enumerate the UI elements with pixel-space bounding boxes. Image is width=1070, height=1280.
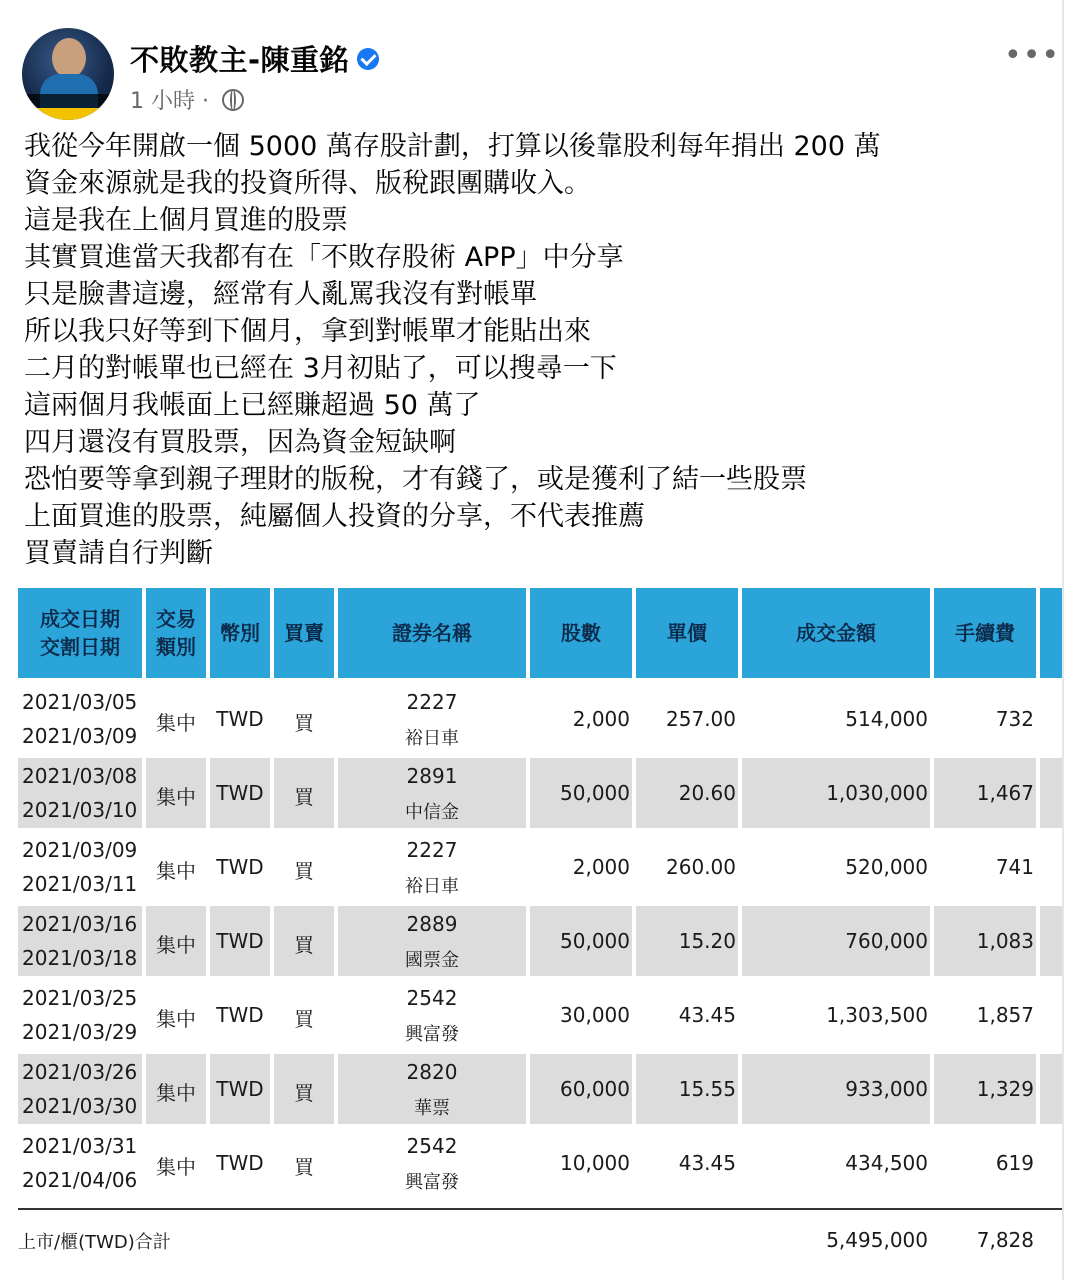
total-label: 上市/櫃(TWD)合計 — [18, 1232, 171, 1253]
cell-settle-date: 2021/03/10 — [22, 798, 138, 822]
post-text-line: 這是我在上個月買進的股票 — [24, 205, 348, 236]
cell-fee: 741 — [995, 855, 1034, 879]
header-fee: 手續費 — [934, 588, 1036, 678]
cell-amount: 514,000 — [845, 707, 928, 731]
cell-security-name: 裕日車 — [405, 728, 459, 749]
cell-price: 43.45 — [678, 1003, 736, 1027]
cell-type: 集中 — [156, 859, 196, 883]
header-shares: 股數 — [530, 588, 632, 678]
cell-shares: 60,000 — [560, 1077, 630, 1101]
cell-price: 257.00 — [666, 707, 736, 731]
cell-security-code: 2891 — [406, 764, 458, 788]
cell-amount: 434,500 — [845, 1151, 928, 1175]
cell-security-code: 2227 — [406, 838, 458, 862]
header-price: 單價 — [636, 588, 738, 678]
cell-trade-date: 2021/03/31 — [22, 1134, 138, 1158]
cell-security-name: 中信金 — [405, 802, 459, 823]
cell-settle-date: 2021/03/09 — [22, 724, 138, 748]
cell-security-code: 2542 — [406, 986, 458, 1010]
cell-amount: 520,000 — [845, 855, 928, 879]
cell-currency: TWD — [216, 707, 264, 731]
cell-fee: 619 — [995, 1151, 1034, 1175]
trade-statement-image[interactable] — [0, 584, 1062, 1280]
cell-currency: TWD — [216, 781, 264, 805]
cell-trade-date: 2021/03/09 — [22, 838, 138, 862]
cell-security-name: 興富發 — [405, 1024, 459, 1045]
cell-amount: 760,000 — [845, 929, 928, 953]
cell-currency: TWD — [216, 929, 264, 953]
cell-side: 買 — [294, 859, 314, 883]
column-gap — [1036, 906, 1040, 976]
author-name-row — [130, 38, 379, 79]
author-name[interactable]: 不敗教主-陳重銘 — [130, 43, 350, 77]
post-text — [24, 128, 1034, 572]
verified-badge-icon — [357, 48, 379, 70]
cell-side: 買 — [294, 933, 314, 957]
cell-type: 集中 — [156, 1155, 196, 1179]
total-separator — [18, 1208, 1062, 1210]
cell-amount: 933,000 — [845, 1077, 928, 1101]
cell-security-name: 裕日車 — [405, 876, 459, 897]
cell-shares: 2,000 — [572, 707, 630, 731]
cell-security-code: 2227 — [406, 690, 458, 714]
cell-type: 集中 — [156, 785, 196, 809]
cell-settle-date: 2021/03/18 — [22, 946, 138, 970]
cell-security-name: 國票金 — [405, 950, 459, 971]
cell-settle-date: 2021/04/06 — [22, 1168, 138, 1192]
post-text-line: 其實買進當天我都有在「不敗存股術 APP」中分享 — [24, 242, 624, 273]
cell-shares: 50,000 — [560, 781, 630, 805]
column-gap — [1036, 758, 1040, 828]
cell-currency: TWD — [216, 855, 264, 879]
header-type-line2: 類別 — [156, 635, 196, 659]
cell-price: 15.55 — [678, 1077, 736, 1101]
header-settle-date: 交割日期 — [40, 635, 120, 659]
meta-separator: · — [202, 89, 209, 114]
avatar-banner-yellow — [22, 108, 114, 120]
cell-price: 260.00 — [666, 855, 736, 879]
header-type-line1: 交易 — [156, 607, 196, 631]
cell-side: 買 — [294, 1007, 314, 1031]
header-side: 買賣 — [274, 588, 334, 678]
post-text-line: 所以我只好等到下個月，拿到對帳單才能貼出來 — [24, 316, 591, 347]
total-fee: 7,828 — [976, 1228, 1034, 1252]
cell-price: 43.45 — [678, 1151, 736, 1175]
post-text-line: 這兩個月我帳面上已經賺超過 50 萬了 — [24, 390, 481, 421]
globe-icon — [222, 89, 244, 111]
post-text-line: 四月還沒有買股票，因為資金短缺啊 — [24, 427, 456, 458]
cell-trade-date: 2021/03/08 — [22, 764, 138, 788]
cell-side: 買 — [294, 1081, 314, 1105]
cell-type: 集中 — [156, 1007, 196, 1031]
post-text-line: 恐怕要等拿到親子理財的版稅，才有錢了，或是獲利了結一些股票 — [24, 464, 807, 495]
cell-security-code: 2542 — [406, 1134, 458, 1158]
post-text-line: 買賣請自行判斷 — [24, 538, 213, 569]
cell-amount: 1,303,500 — [826, 1003, 928, 1027]
cell-trade-date: 2021/03/26 — [22, 1060, 138, 1084]
cell-shares: 30,000 — [560, 1003, 630, 1027]
avatar-face — [52, 38, 86, 78]
cell-side: 買 — [294, 1155, 314, 1179]
cell-fee: 1,329 — [976, 1077, 1034, 1101]
cell-price: 20.60 — [678, 781, 736, 805]
cell-type: 集中 — [156, 933, 196, 957]
cell-shares: 50,000 — [560, 929, 630, 953]
cell-fee: 732 — [995, 707, 1034, 731]
cell-shares: 10,000 — [560, 1151, 630, 1175]
post-time[interactable]: 1 小時 — [130, 89, 195, 114]
cell-security-code: 2820 — [406, 1060, 458, 1084]
cell-fee: 1,467 — [976, 781, 1034, 805]
header-currency: 幣別 — [210, 588, 270, 678]
cell-currency: TWD — [216, 1151, 264, 1175]
cell-side: 買 — [294, 785, 314, 809]
cell-trade-date: 2021/03/05 — [22, 690, 138, 714]
cell-type: 集中 — [156, 1081, 196, 1105]
cell-security-name: 興富發 — [405, 1172, 459, 1193]
header-security: 證券名稱 — [338, 588, 526, 678]
author-avatar[interactable] — [22, 28, 114, 120]
cell-currency: TWD — [216, 1077, 264, 1101]
cell-security-name: 華票 — [414, 1098, 450, 1119]
post-text-line: 資金來源就是我的投資所得、版稅跟團購收入。 — [24, 168, 591, 199]
header-amount: 成交金額 — [742, 588, 930, 678]
cell-currency: TWD — [216, 1003, 264, 1027]
cell-side: 買 — [294, 711, 314, 735]
total-amount: 5,495,000 — [826, 1228, 928, 1252]
more-options-icon[interactable]: ••• — [1004, 38, 1061, 73]
header-type — [146, 588, 206, 678]
header-cut-off — [1040, 588, 1062, 678]
cell-fee: 1,083 — [976, 929, 1034, 953]
cell-price: 15.20 — [678, 929, 736, 953]
cell-trade-date: 2021/03/16 — [22, 912, 138, 936]
cell-settle-date: 2021/03/11 — [22, 872, 138, 896]
cell-type: 集中 — [156, 711, 196, 735]
cell-shares: 2,000 — [572, 855, 630, 879]
post-text-line: 上面買進的股票，純屬個人投資的分享，不代表推薦 — [24, 501, 645, 532]
cell-security-code: 2889 — [406, 912, 458, 936]
post-text-line: 我從今年開啟一個 5000 萬存股計劃，打算以後靠股利每年捐出 200 萬 — [24, 131, 881, 162]
header-trade-date: 成交日期 — [40, 607, 120, 631]
post-meta — [130, 84, 244, 115]
header-date — [18, 588, 142, 678]
cell-settle-date: 2021/03/30 — [22, 1094, 138, 1118]
cell-trade-date: 2021/03/25 — [22, 986, 138, 1010]
post-text-line: 只是臉書這邊，經常有人亂罵我沒有對帳單 — [24, 279, 537, 310]
cell-amount: 1,030,000 — [826, 781, 928, 805]
cell-fee: 1,857 — [976, 1003, 1034, 1027]
column-gap — [1036, 1054, 1040, 1124]
avatar-banner — [22, 94, 114, 108]
post-text-line: 二月的對帳單也已經在 3月初貼了，可以搜尋一下 — [24, 353, 617, 384]
cell-settle-date: 2021/03/29 — [22, 1020, 138, 1044]
